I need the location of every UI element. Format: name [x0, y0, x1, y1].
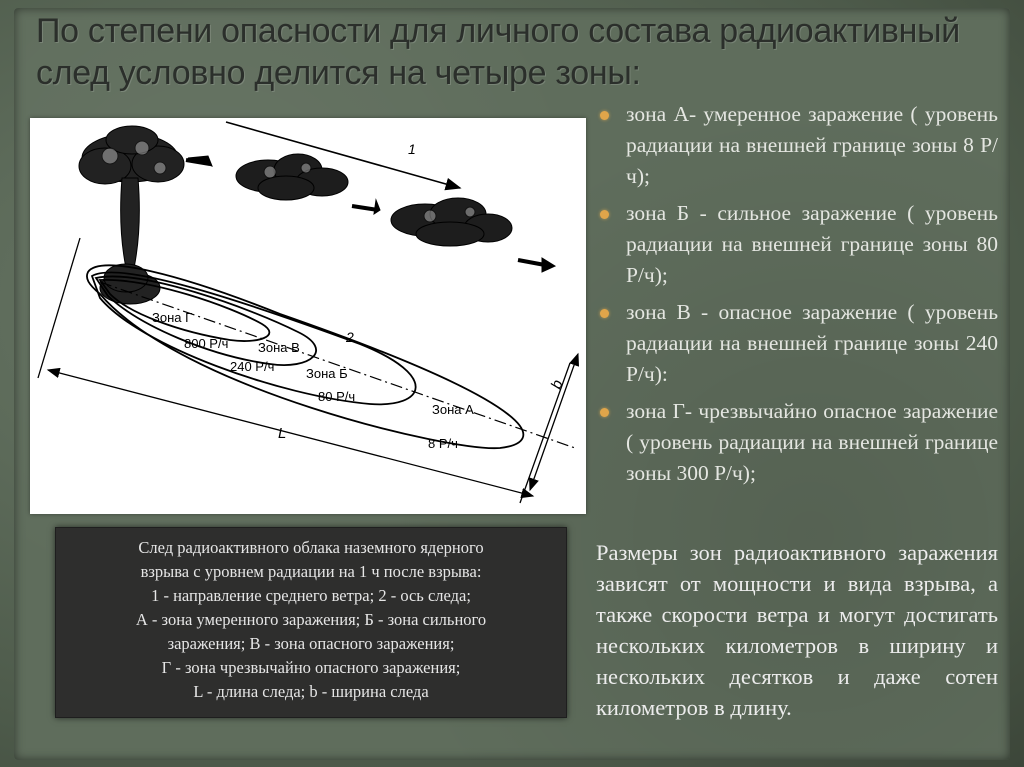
label-zone-a: Зона А — [432, 402, 474, 417]
label-8: 8 Р/ч — [428, 436, 458, 451]
list-item — [598, 396, 998, 489]
caption-line: След радиоактивного облака наземного ядерного — [138, 538, 484, 557]
zones-list — [598, 99, 998, 495]
page-title: По степени опасности для личного состава радиоактивный след условно делится на четыре зоны: — [36, 12, 960, 92]
bullet-icon — [600, 309, 609, 318]
figure-caption — [55, 527, 567, 718]
zone-a-text: зона А- умеренное заражение ( уровень радиации на внешней границе зоны 8 Р/ч); — [626, 102, 998, 188]
label-length-L: L — [278, 425, 287, 442]
bullet-icon — [600, 408, 609, 417]
list-item — [598, 99, 998, 192]
wind-arrows — [186, 122, 555, 272]
bullet-icon — [600, 210, 609, 219]
zone-g-text: зона Г- чрезвычайно опасное заражение ( уровень радиации на внешней границе зоны 300 Р/ч); — [626, 399, 998, 485]
drifting-cloud-icon-2 — [391, 198, 512, 246]
bullet-icon — [600, 111, 609, 120]
list-item — [598, 297, 998, 390]
caption-line: 1 - направление среднего ветра; 2 - ось следа; — [151, 586, 471, 605]
label-axis-2: 2 — [346, 329, 354, 345]
radioactive-trace-figure — [30, 118, 586, 514]
drifting-cloud-icon — [236, 154, 348, 200]
label-zone-b: Зона Б — [306, 366, 348, 381]
label-width-b: b — [547, 377, 567, 392]
caption-line: заражения; В - зона опасного заражения; — [167, 634, 455, 653]
zone-b-text: зона Б - сильное заражение ( уровень радиации на внешней границе зоны 80 Р/ч); — [626, 201, 998, 287]
caption-line: А - зона умеренного заражения; Б - зона сильного — [135, 610, 487, 629]
caption-line: Г - зона чрезвычайно опасного заражения; — [161, 658, 461, 677]
label-zone-g: Зона Г — [152, 310, 193, 325]
caption-line: взрыва с уровнем радиации на 1 ч после взрыва: — [140, 562, 482, 581]
zone-v-text: зона В - опасное заражение ( уровень радиации на внешней границе зоны 240 Р/ч): — [626, 300, 998, 386]
label-80: 80 Р/ч — [318, 389, 356, 404]
trace-diagram — [30, 118, 586, 514]
list-item — [598, 198, 998, 291]
label-arrow-1: 1 — [408, 141, 416, 157]
label-zone-v: Зона В — [258, 340, 300, 355]
summary-paragraph: Размеры зон радиоактивного заражения зависят от мощности и вида взрыва, а также скорости ветра и могут достигать нескольких километров в ширину и нескольких десятков и даже сотен километров в длину. — [596, 540, 998, 720]
label-800: 800 Р/ч — [184, 336, 229, 351]
trace-axis — [100, 282, 575, 448]
label-240: 240 Р/ч — [230, 359, 275, 374]
caption-line: L - длина следа; b - ширина следа — [193, 682, 429, 701]
width-dimension — [530, 354, 578, 490]
